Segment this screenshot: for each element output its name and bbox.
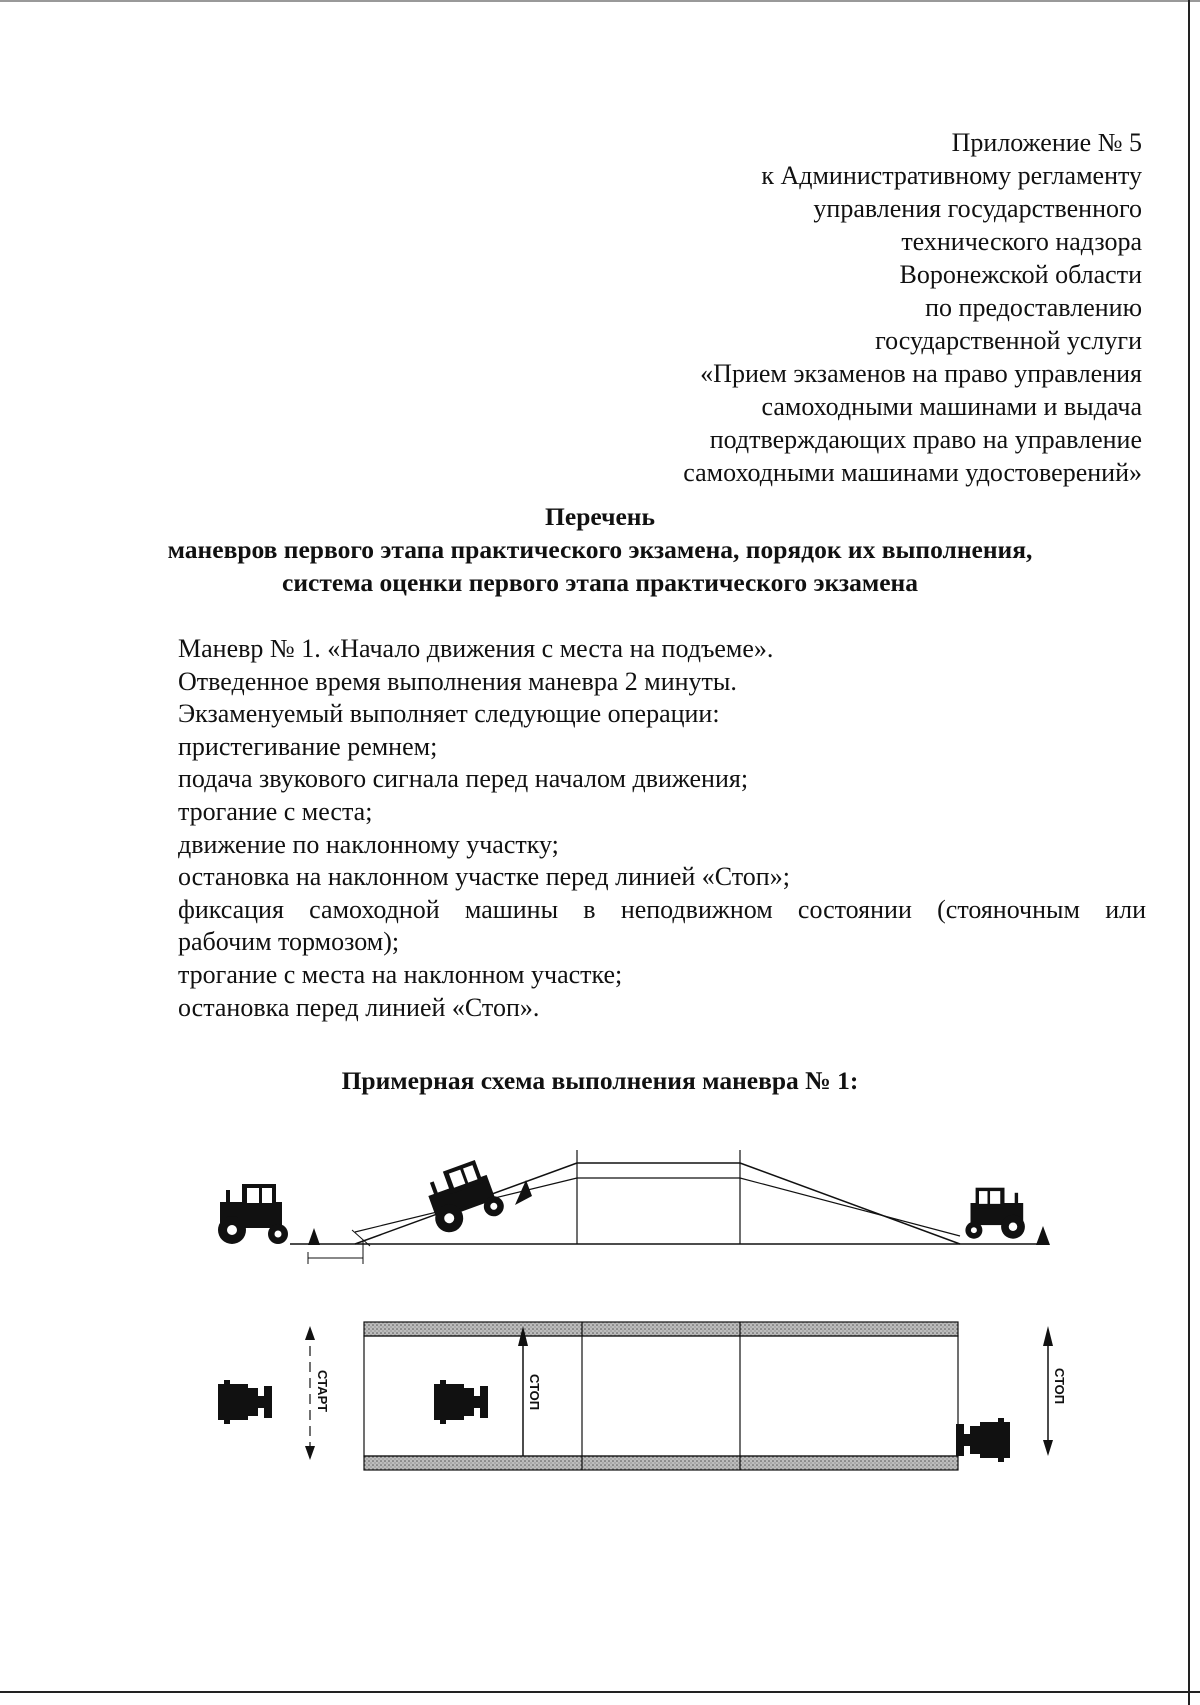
title-line-2: маневров первого этапа практического экзамена, порядок их выполнения, [167, 535, 1033, 564]
stop-cone-icon [1036, 1226, 1050, 1245]
operation-item-continued: рабочим тормозом); [178, 927, 400, 957]
arrow-up-icon [1043, 1326, 1053, 1346]
operation-item: пристегивание ремнем; [178, 731, 438, 761]
appendix-line: государственной услуги [875, 326, 1142, 355]
top-view [218, 1322, 1067, 1470]
operations-intro: Экзаменуемый выполняет следующие операции: [178, 699, 720, 729]
operation-item: остановка перед линией «Стоп». [178, 992, 540, 1022]
appendix-line: управления государственного [813, 194, 1142, 223]
operation-item: подача звукового сигнала перед началом движения; [178, 764, 749, 794]
arrow-up-icon [305, 1326, 315, 1340]
start-label: СТАРТ [315, 1370, 330, 1413]
stop-label-ramp: СТОП [527, 1374, 542, 1411]
tractor-start-icon [218, 1184, 288, 1244]
title-line-1: Перечень [545, 502, 655, 531]
appendix-line: самоходными машинами удостоверений» [683, 458, 1142, 487]
operation-item: трогание с места; [178, 796, 373, 826]
appendix-line: к Административному регламенту [761, 161, 1142, 190]
appendix-line: подтверждающих право на управление [709, 425, 1142, 454]
operation-item: движение по наклонному участку; [178, 829, 559, 859]
appendix-line: Приложение № 5 [951, 128, 1142, 157]
side-view [218, 1150, 1050, 1264]
ramp-down-line [740, 1163, 960, 1244]
appendix-line: Воронежской области [899, 260, 1142, 289]
tractor-on-ramp-icon [420, 1156, 506, 1236]
ramp-down-line [740, 1178, 960, 1236]
operation-item: остановка на наклонном участке перед линией «Стоп»; [178, 862, 790, 892]
tractor-top-finish-icon [956, 1418, 1010, 1462]
tractor-finish-icon [965, 1188, 1025, 1239]
appendix-line: самоходными машинами и выдача [761, 392, 1142, 421]
scheme-title: Примерная схема выполнения маневра № 1: [341, 1066, 859, 1095]
stop-label-final: СТОП [1052, 1368, 1067, 1405]
tractor-top-start-icon [218, 1380, 272, 1424]
appendix-line: по предоставлению [925, 293, 1142, 322]
operation-item: фиксация самоходной машины в неподвижном состоянии (стояночным или [178, 894, 1146, 924]
tractor-top-ramp-icon [434, 1380, 488, 1424]
maneuver-heading: Маневр № 1. «Начало движения с места на подъеме». [178, 634, 774, 663]
maneuver-time: Отведенное время выполнения маневра 2 минуты. [178, 666, 737, 696]
appendix-line: технического надзора [901, 227, 1142, 256]
start-cone-icon [308, 1228, 320, 1245]
appendix-line: «Прием экзаменов на право управления [700, 359, 1142, 388]
operation-item: трогание с места на наклонном участке; [178, 959, 623, 989]
arrow-down-icon [1043, 1440, 1053, 1456]
arrow-down-icon [305, 1446, 315, 1460]
track-edge-top [364, 1322, 958, 1336]
track-edge-bottom [364, 1456, 958, 1470]
title-line-3: система оценки первого этапа практического экзамена [282, 568, 918, 597]
